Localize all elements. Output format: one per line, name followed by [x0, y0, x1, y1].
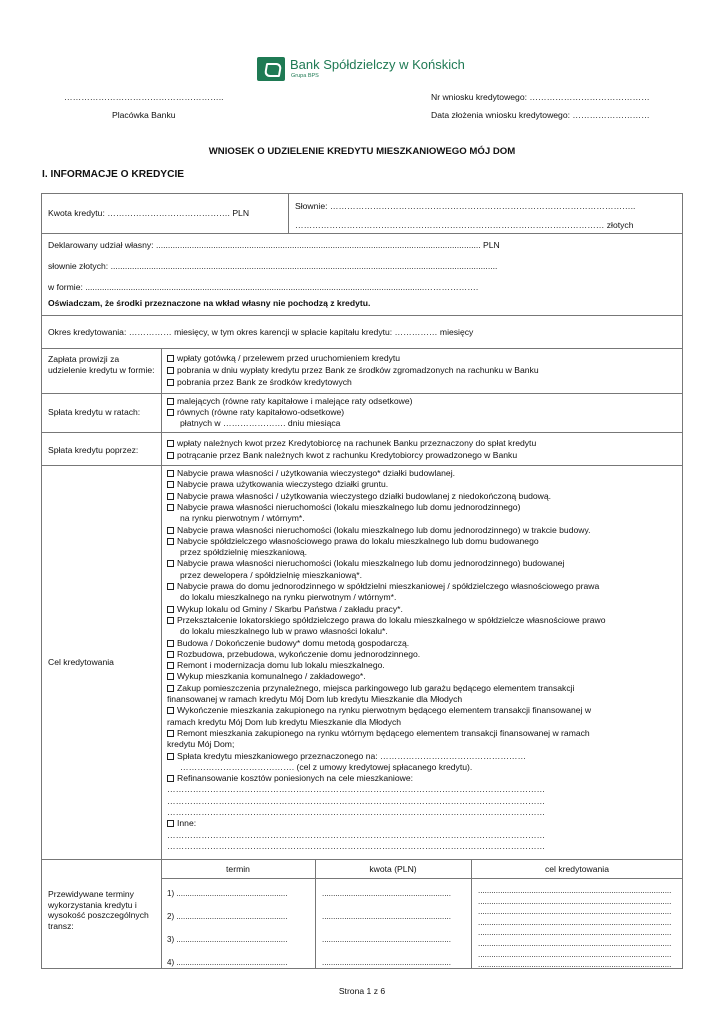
tranche-term-field[interactable]: 2) ..................................................: [167, 912, 288, 921]
checkbox[interactable]: [167, 583, 174, 590]
purpose-option[interactable]: Budowa / Dokończenie budowy* domu metodą gospodarczą.: [167, 638, 409, 648]
checkbox[interactable]: [167, 527, 174, 534]
bank-logo-icon: [257, 57, 285, 81]
purpose-option[interactable]: Nabycie spółdzielczego własnościowego prawa do lokalu mieszkalnego lub domu budowanego: [167, 536, 539, 546]
tranche-goal-field[interactable]: .......................................................................................: [478, 886, 672, 895]
purpose-option[interactable]: Nabycie prawa własności nieruchomości (lokalu mieszkalnego lub domu jednorodzinnego) w trakcie budowy.: [167, 525, 591, 535]
tranche-header-amount: kwota (PLN): [369, 864, 417, 874]
checkbox[interactable]: [167, 367, 174, 374]
tranche-goal-field[interactable]: .......................................................................................: [478, 960, 672, 970]
tranche-goal-field[interactable]: .......................................................................................: [478, 896, 672, 906]
purpose-option[interactable]: Refinansowanie kosztów poniesionych na cele mieszkaniowe:: [167, 773, 413, 783]
commission-option-2[interactable]: pobrania w dniu wypłaty kredytu przez Bank ze środków zgromadzonych na rachunku w Banku: [167, 365, 539, 375]
purpose-label: Cel kredytowania: [48, 657, 114, 667]
tranche-amount-field[interactable]: ..........................................................: [322, 958, 451, 967]
purpose-text-line[interactable]: do lokalu mieszkalnego na rynku pierwotnym / wtórnym*.: [180, 592, 397, 603]
purpose-text-line[interactable]: przez dewelopera / spółdzielnię mieszkaniową*.: [180, 569, 362, 580]
checkbox[interactable]: [167, 538, 174, 545]
purpose-text-line[interactable]: ……………………………………………………………………………………………………………………: [167, 784, 546, 795]
checkbox[interactable]: [167, 640, 174, 647]
branch-label: Placówka Banku: [112, 110, 176, 120]
purpose-option[interactable]: Inne:: [167, 818, 196, 828]
loan-amount-words-field[interactable]: Słownie: ……………………………………………………………………………………………..: [295, 201, 636, 211]
tranches-label: Przewidywane terminy wykorzystania kredytu i wysokość poszczególnych transz:: [48, 889, 149, 931]
purpose-text-line[interactable]: ……………………………………………………………………………………………………………………: [167, 840, 546, 851]
loan-amount-words-field-2[interactable]: ……………………………………………………………………………………………… złotych: [295, 220, 634, 230]
checkbox[interactable]: [167, 355, 174, 362]
tranche-amount-field[interactable]: ..........................................................: [322, 889, 451, 898]
tranche-header-goal: cel kredytowania: [544, 864, 609, 874]
checkbox[interactable]: [167, 379, 174, 386]
tranche-amount-field[interactable]: ..........................................................: [322, 935, 451, 944]
application-date-field[interactable]: Data złożenia wniosku kredytowego: ………………………: [431, 110, 650, 120]
checkbox[interactable]: [167, 753, 174, 760]
tranche-term-field[interactable]: 3) ..................................................: [167, 935, 288, 944]
repayment-option-1[interactable]: wpłaty należnych kwot przez Kredytobiorcę na rachunek Banku przeznaczony do spłat kredytu: [167, 438, 536, 448]
purpose-option[interactable]: Wykup mieszkania komunalnego / zakładowego*.: [167, 671, 366, 681]
tranche-term-field[interactable]: 4) ..................................................: [167, 958, 288, 967]
checkbox[interactable]: [167, 409, 174, 416]
checkbox[interactable]: [167, 617, 174, 624]
tranche-goal-field[interactable]: .......................................................................................: [478, 907, 672, 917]
purpose-option[interactable]: Przekształcenie lokatorskiego spółdzielczego prawa do lokalu mieszkalnego w spółdzielcze własnościowe prawo: [167, 615, 605, 625]
tranche-term-field[interactable]: 1) ..................................................: [167, 889, 288, 898]
purpose-text-line[interactable]: przez spółdzielnię mieszkaniową.: [180, 547, 308, 558]
checkbox[interactable]: [167, 662, 174, 669]
checkbox[interactable]: [167, 504, 174, 511]
purpose-option[interactable]: Wykończenie mieszkania zakupionego na rynku pierwotnym będącego elementem transakcji finansowanej w: [167, 705, 591, 715]
checkbox[interactable]: [167, 440, 174, 447]
installments-label: Spłata kredytu w ratach:: [48, 407, 141, 417]
checkbox[interactable]: [167, 707, 174, 714]
own-contribution-field[interactable]: Deklarowany udział własny: ........................................................................................................................................ PLN: [48, 240, 500, 250]
checkbox[interactable]: [167, 730, 174, 737]
checkbox[interactable]: [167, 820, 174, 827]
section-title: I. INFORMACJE O KREDYCIE: [42, 169, 185, 180]
application-number-field[interactable]: Nr wniosku kredytowego: ……………………………………: [431, 92, 650, 102]
purpose-text-line[interactable]: ……………………………………………………………………………………………………………………: [167, 807, 546, 817]
purpose-option[interactable]: Nabycie prawa własności nieruchomości (lokalu mieszkalnego lub domu jednorodzinnego) budowanej: [167, 558, 564, 568]
purpose-text-line[interactable]: finansowanej w ramach kredytu Mój Dom lub kredytu Mieszkanie dla Młodych: [167, 694, 463, 704]
purpose-text-line[interactable]: ……………………………………………………………………………………………………………………: [167, 829, 546, 840]
checkbox[interactable]: [167, 685, 174, 692]
loan-period-field[interactable]: Okres kredytowania: …………… miesięcy, w tym okres karencji w spłacie kapitału kredytu: …………… miesięcy: [48, 327, 474, 337]
tranche-amount-field[interactable]: ..........................................................: [322, 912, 451, 921]
purpose-option[interactable]: Rozbudowa, przebudowa, wykończenie domu jednorodzinnego.: [167, 649, 420, 659]
purpose-option[interactable]: Nabycie prawa do domu jednorodzinnego w spółdzielni mieszkaniowej / spółdzielczego własnościowego prawa: [167, 581, 599, 591]
purpose-text-line[interactable]: …………………………………. (cel z umowy kredytowej spłacanego kredytu).: [180, 761, 473, 772]
purpose-option[interactable]: Remont i modernizacja domu lub lokalu mieszkalnego.: [167, 660, 385, 670]
checkbox[interactable]: [167, 470, 174, 477]
own-contribution-form-field[interactable]: w formie: ..............................................................................................................................................……………….: [48, 282, 479, 292]
tranche-goal-field[interactable]: .......................................................................................: [478, 949, 672, 959]
purpose-option[interactable]: Nabycie prawa własności nieruchomości (lokalu mieszkalnego lub domu jednorodzinnego): [167, 502, 520, 512]
purpose-option[interactable]: Nabycie prawa własności / użytkowania wieczystego* działki budowlanej.: [167, 468, 455, 478]
checkbox[interactable]: [167, 651, 174, 658]
commission-option-3[interactable]: pobrania przez Bank ze środków kredytowych: [167, 377, 352, 387]
installments-equal[interactable]: równych (równe raty kapitałowo-odsetkowe): [167, 407, 344, 417]
purpose-text-line[interactable]: ramach kredytu Mój Dom lub kredytu Mieszkanie dla Młodych: [167, 716, 402, 727]
commission-label: Zapłata prowizji za udzielenie kredytu w formie:: [48, 354, 155, 375]
checkbox[interactable]: [167, 398, 174, 405]
tranche-header-term: termin: [226, 864, 250, 874]
checkbox[interactable]: [167, 606, 174, 613]
purpose-text-line[interactable]: na rynku pierwotnym / wtórnym*.: [180, 513, 305, 524]
checkbox[interactable]: [167, 493, 174, 500]
checkbox[interactable]: [167, 452, 174, 459]
checkbox[interactable]: [167, 775, 174, 782]
own-contribution-words-field[interactable]: słownie złotych: ..................................................................................................................................................................: [48, 261, 498, 271]
installments-decreasing[interactable]: malejących (równe raty kapitałowe i malejące raty odsetkowe): [167, 396, 412, 406]
document-title: WNIOSEK O UDZIELENIE KREDYTU MIESZKANIOWEGO MÓJ DOM: [208, 146, 516, 157]
purpose-option[interactable]: Remont mieszkania zakupionego na rynku wtórnym będącego elementem transakcji finansowanej w ramach: [167, 728, 590, 738]
purpose-text-line[interactable]: ……………………………………………………………………………………………………………………: [167, 795, 546, 806]
bank-group: Grupa BPS: [291, 73, 319, 79]
tranche-goal-field[interactable]: .......................................................................................: [478, 939, 672, 948]
bank-name: Bank Spółdzielczy w Końskich: [290, 57, 465, 72]
commission-option-1[interactable]: wpłaty gotówką / przelewem przed uruchomieniem kredytu: [167, 353, 400, 363]
loan-amount-field[interactable]: Kwota kredytu: ……………………………………. PLN: [48, 208, 250, 218]
tranche-goal-field[interactable]: .......................................................................................: [478, 917, 672, 927]
purpose-text-line[interactable]: kredytu Mój Dom;: [167, 739, 235, 750]
purpose-option[interactable]: Zakup pomieszczenia przynależnego, miejsca parkingowego lub garażu będącego elementem transakcji: [167, 683, 574, 693]
bank-logo: [257, 57, 467, 83]
checkbox[interactable]: [167, 481, 174, 488]
purpose-option[interactable]: Nabycie prawa własności / użytkowania wieczystego działki budowlanej z niedokończoną budową.: [167, 491, 551, 501]
installments-payment-day-field[interactable]: płatnych w …………………. dniu miesiąca: [180, 418, 341, 428]
purpose-option[interactable]: Spłata kredytu mieszkaniowego przeznaczonego na: ……………………………………………: [167, 751, 526, 761]
branch-field[interactable]: ………………………………………………..: [64, 92, 224, 102]
page-number: Strona 1 z 6: [338, 986, 386, 996]
repayment-label: Spłata kredytu poprzez:: [48, 445, 139, 455]
repayment-option-2[interactable]: potrącanie przez Bank należnych kwot z rachunku Kredytobiorcy prowadzonego w Banku: [167, 450, 517, 460]
tranche-goal-field[interactable]: .......................................................................................: [478, 928, 672, 938]
purpose-option[interactable]: Nabycie prawa użytkowania wieczystego działki gruntu.: [167, 479, 388, 489]
purpose-option[interactable]: Wykup lokalu od Gminy / Skarbu Państwa / zakładu pracy*.: [167, 604, 403, 614]
checkbox[interactable]: [167, 560, 174, 567]
checkbox[interactable]: [167, 673, 174, 680]
purpose-text-line[interactable]: do lokalu mieszkalnego lub w prawo własności lokalu*.: [180, 626, 388, 637]
own-contribution-declaration: Oświadczam, że środki przeznaczone na wkład własny nie pochodzą z kredytu.: [48, 298, 371, 308]
